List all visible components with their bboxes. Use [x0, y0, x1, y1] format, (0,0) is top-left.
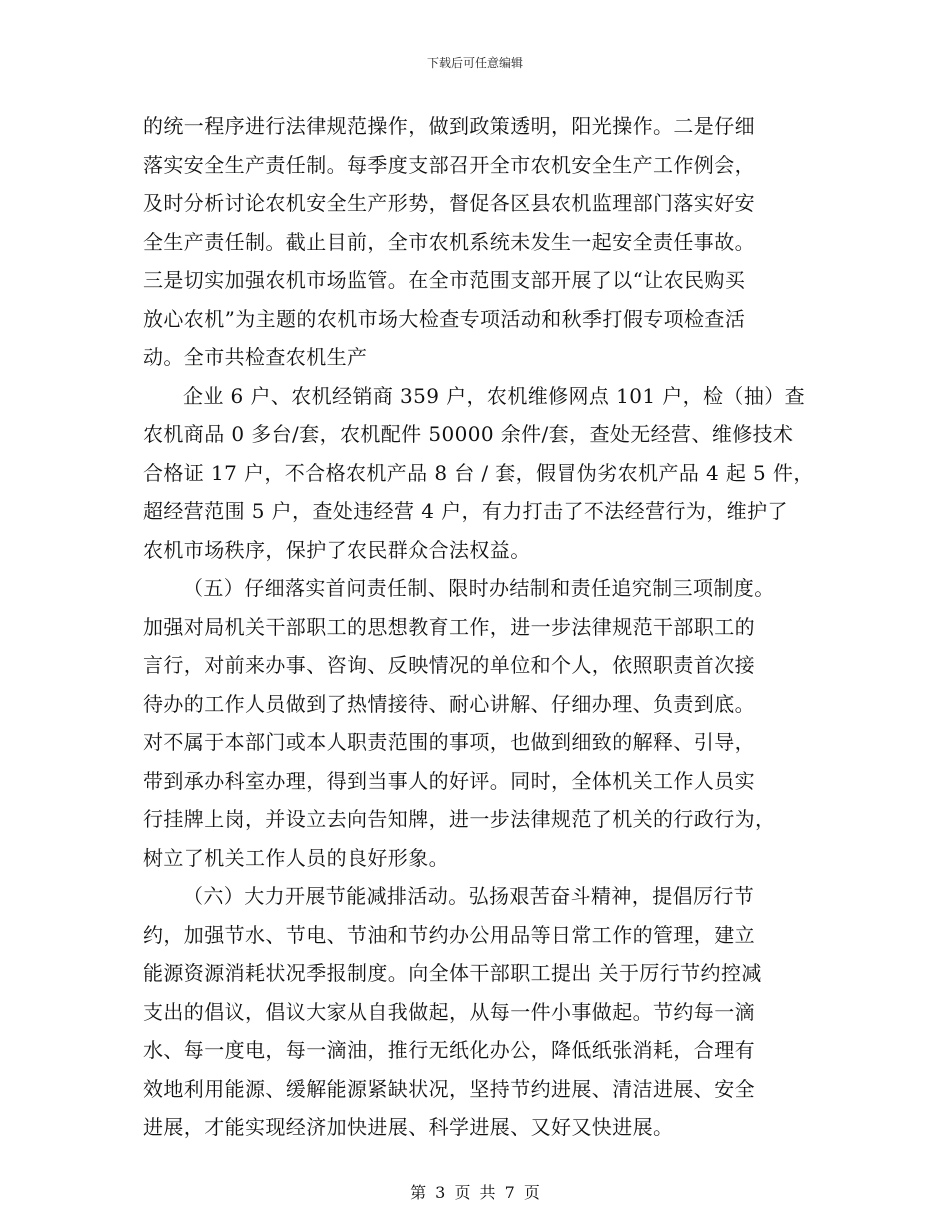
text-line: 约，加强节水、节电、节油和节约办公用品等日常工作的管理，建立 [143, 922, 755, 947]
text-line: 树立了机关工作人员的良好形象。 [143, 845, 449, 870]
text-line: 进展，才能实现经济加快进展、科学进展、又好又快进展。 [143, 1115, 674, 1139]
page-header-note: 下载后可任意编辑 [426, 56, 523, 70]
text-line: 效地利用能源、缓解能源紧缺状况，坚持节约进展、清洁进展、安全 [143, 1076, 755, 1101]
section-heading-line: （六）大力开展节能减排活动。弘扬艰苦奋斗精神，提倡厉行节 [183, 884, 755, 908]
text-line: 行挂牌上岗，并设立去向告知牌，进一步法律规范了机关的行政行为， [143, 807, 776, 831]
text-line: 动。全市共检查农机生产 [143, 345, 368, 369]
section-heading-line: （五）仔细落实首问责任制、限时办结制和责任追究制三项制度。 [183, 576, 775, 600]
text-line: 及时分析讨论农机安全生产形势，督促各区县农机监理部门落实好安 [143, 191, 755, 215]
text-line: 支出的倡议，倡议大家从自我做起，从每一件小事做起。节约每一滴 [143, 999, 755, 1024]
paragraph-start-line: 企业 6 户、农机经销商 359 户，农机维修网点 101 户，检（抽）查 [183, 383, 806, 408]
text-line: 的统一程序进行法律规范操作，做到政策透明，阳光操作。二是仔细 [143, 114, 755, 138]
text-line: 三是切实加强农机市场监管。在全市范围支部开展了以“让农民购买 [143, 268, 746, 292]
document-body [143, 107, 815, 1147]
text-line: 带到承办科室办理，得到当事人的好评。同时，全体机关工作人员实 [143, 768, 755, 793]
text-line: 农机商品 0 多台/套，农机配件 50000 余件/套，查处无经营、维修技术 [143, 422, 794, 446]
text-line: 言行，对前来办事、咨询、反映情况的单位和个人，依照职责首次接 [143, 653, 755, 677]
text-line: 水、每一度电，每一滴油，推行无纸化办公，降低纸张消耗，合理有 [143, 1038, 755, 1062]
text-line: 对不属于本部门或本人职责范围的事项，也做到细致的解释、引导， [143, 730, 755, 754]
text-line: 全生产责任制。截止目前，全市农机系统未发生一起安全责任事故。 [143, 229, 755, 254]
text-line: 农机市场秩序，保护了农民群众合法权益。 [143, 537, 531, 562]
text-line: 合格证 17 户，不合格农机产品 8 台 / 套，假冒伪劣农机产品 4 起 5 件， [143, 460, 814, 485]
text-line: 落实安全生产责任制。每季度支部召开全市农机安全生产工作例会， [143, 152, 755, 177]
text-line: 超经营范围 5 户，查处违经营 4 户，有力打击了不法经营行为，维护了 [143, 499, 788, 523]
text-line: 待办的工作人员做到了热情接待、耐心讲解、仔细办理、负责到底。 [143, 691, 755, 716]
text-line: 放心农机”为主题的农机市场大检查专项活动和秋季打假专项检查活 [143, 306, 746, 331]
page-number: 第 3 页 共 7 页 [410, 1183, 540, 1202]
text-line: 加强对局机关干部职工的思想教育工作，进一步法律规范干部职工的 [143, 614, 755, 639]
text-line: 能源资源消耗状况季报制度。向全体干部职工提出 关于厉行节约控减 [143, 961, 762, 985]
